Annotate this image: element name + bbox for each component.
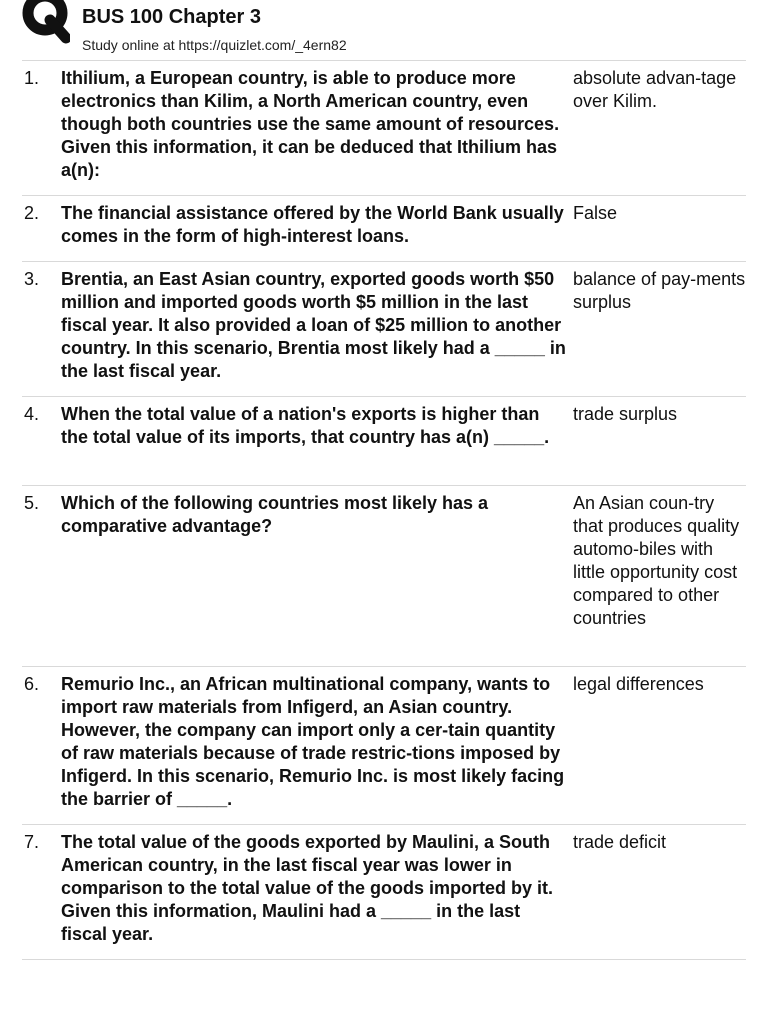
question-number: 6. bbox=[24, 674, 40, 694]
question-text: Ithilium, a European country, is able to produce more electronics than Kilim, a North American country, even though both countries use the same amount of resources. Given this information, it can be deduced that Ithilium has a(n): bbox=[61, 68, 560, 180]
question-text: The financial assistance offered by the World Bank usually comes in the form of high-interest loans. bbox=[61, 203, 564, 246]
question-row-5 bbox=[22, 486, 746, 667]
question-number: 3. bbox=[24, 269, 40, 289]
question-number: 2. bbox=[24, 203, 40, 223]
answer-text: trade surplus bbox=[573, 404, 678, 424]
question-number: 4. bbox=[24, 404, 40, 424]
question-row-7 bbox=[22, 825, 746, 960]
question-text: When the total value of a nation's exports is higher than the total value of its imports, that country has a(n) _____. bbox=[61, 404, 550, 447]
answer-text: absolute advan-tage over Kilim. bbox=[573, 68, 737, 111]
answer-text: trade deficit bbox=[573, 832, 667, 852]
answer-text: balance of pay-ments surplus bbox=[573, 269, 746, 312]
quizlet-logo-icon bbox=[20, 0, 70, 48]
question-number: 1. bbox=[24, 68, 40, 88]
page-title: BUS 100 Chapter 3 bbox=[82, 6, 261, 28]
question-text: Which of the following countries most likely has a comparative advantage? bbox=[61, 493, 489, 536]
study-online-link[interactable]: Study online at https://quizlet.com/_4ern82 bbox=[82, 37, 347, 53]
question-row-4 bbox=[22, 397, 746, 486]
question-number: 7. bbox=[24, 832, 40, 852]
question-text: Remurio Inc., an African multinational company, wants to import raw materials from Infigerd, an Asian country. However, the company can import only a cer-tain quantity of raw materials because of trade restric-tions imposed by Infigerd. In this scenario, Remurio Inc. is most likely facing the barrier of _____. bbox=[61, 674, 565, 809]
question-row-1 bbox=[22, 61, 746, 196]
answer-text: False bbox=[573, 203, 618, 223]
question-row-3 bbox=[22, 262, 746, 397]
answer-text: An Asian coun-try that produces quality automo-biles with little opportunity cost compared to other countries bbox=[573, 493, 740, 628]
question-number: 5. bbox=[24, 493, 40, 513]
question-row-2 bbox=[22, 196, 746, 262]
question-text: The total value of the goods exported by Maulini, a South American country, in the last fiscal year was lower in comparison to the total value of the goods imported by it. Given this information, Maulini had a _____ in the last fiscal year. bbox=[61, 832, 554, 944]
question-text: Brentia, an East Asian country, exported goods worth $50 million and imported goods worth $5 million in the last fiscal year. It also provided a loan of $25 million to another country. In this scenario, Brentia most likely had a _____ in the last fiscal year. bbox=[61, 269, 566, 381]
answer-text: legal differences bbox=[573, 674, 704, 694]
question-list bbox=[22, 61, 746, 960]
question-row-6 bbox=[22, 667, 746, 825]
page-header bbox=[0, 0, 768, 64]
